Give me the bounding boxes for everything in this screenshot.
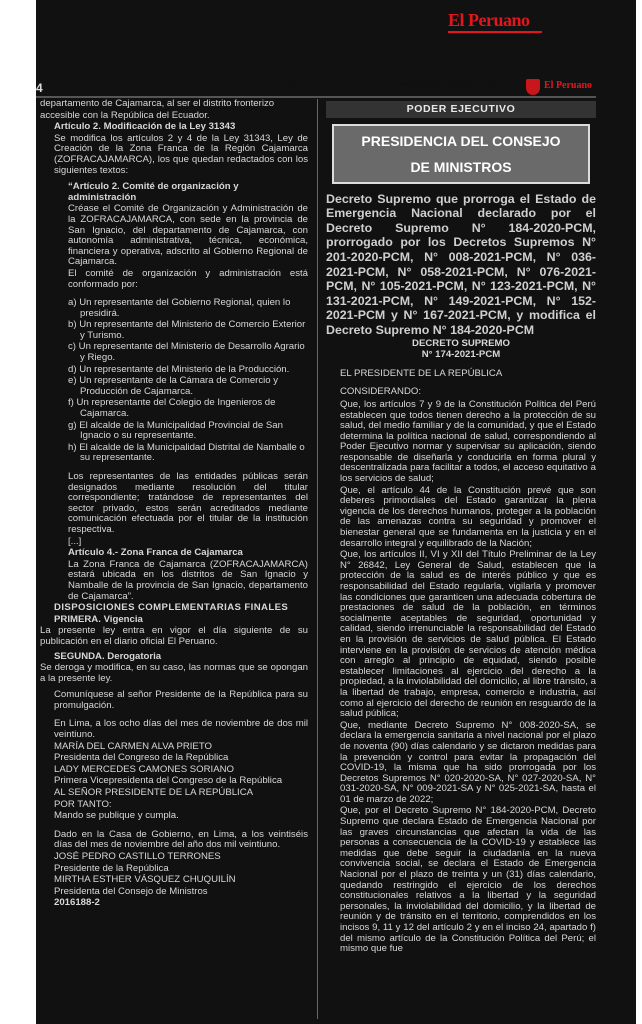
signature-name: MIRTHA ESTHER VÁSQUEZ CHUQUILÍN [54,874,236,886]
list-item: d) Un representante del Ministerio de la Producción. [68,363,290,375]
signature-role: Presidenta del Congreso de la República [54,752,229,764]
final-provisions-heading: DISPOSICIONES COMPLEMENTARIAS FINALES [54,602,289,614]
text-line: accesible con la República del Ecuador. [40,109,210,121]
page-number: 4 [36,81,43,95]
el-peruano-small-logo: El Peruano [544,80,593,91]
decree-title: Decreto Supremo que prorroga el Estado de Emergencia Nacional declarado por el Decreto Supremo N° 184-2020-PCM, prorrogado por los Decretos Supremos N° 201-2020-PCM, N° 008-2021-PCM, N° 036-2021-PCM, N° 058-2021-PCM, N° 076-2021-PCM, N° 105-2021-PCM, N° 123-2021-PCM, N° 131-2021-PCM, N° 149-2021-PCM, N° 152-2021-PCM y N° 167-2021-PCM, y modifica el Decreto Supremo N° 184-2020-PCM [326,191,596,337]
list-item: e) Un representante de la Cámara de Comercio y Producción de Cajamarca. [68,375,279,397]
second-text: Se deroga y modifica, en su caso, las normas que se opongan a la presente ley. [40,662,308,684]
quote-heading: “Artículo 2. Comité de organización y administración [68,181,239,203]
right-column [326,99,596,956]
comuniquese-text: Comuníquese al señor Presidente de la República para su promulgación. [54,689,308,711]
institution-line-2: DE MINISTROS [410,158,512,175]
date-text: En Lima, a los ocho días del mes de noviembre de dos mil veintiuno. [54,718,308,741]
quote-paragraph: El comité de organización y administración está conformado por: [68,267,308,290]
signature-role: Presidenta del Consejo de Ministros [54,885,208,897]
signature-role: Presidente de la República [54,862,169,874]
mando-text: Mando se publique y cumpla. [54,810,179,822]
paragraph: Que, los artículos II, VI y XII del Título Preliminar de la Ley N° 26842, Ley General de Salud, establecen que la protección de la salud es de interés público y que es responsabilidad del Estado regularla, vigilarla y promover las condiciones que garanticen una adecuada cobertura de prestaciones de salud de la población, en términos socialmente aceptables de seguridad, oportunidad y calidad, siendo irrenunciable la responsabilidad del Estado en la provisión de servicios de salud pública. El Estado interviene en la provisión de servicios de atención médica con arreglo al principio de equidad, siendo posible establecer limitaciones al ejercicio del derecho a la propiedad, a la inviolabilidad del domicilio, al libre tránsito, a la libertad de trabajo, empresa, comercio e industria, así como al ejercicio del derecho de reunión en resguardo de la salud pública; [340,549,596,720]
article-2-text: Se modifica los artículos 2 y 4 de la Ley 31343, Ley de Creación de la Zona Franca de la Región Cajamarca (ZOFRACAJAMARCA), los que quedan redactados con los siguientes textos: [54,132,308,176]
paragraph: Que, el artículo 44 de la Constitución prevé que son deberes primordiales del Estado garantizar la plena vigencia de los derechos humanos, proteger a la población de las amenazas contra su seguridad y promover el bienestar general que se fundamenta en la justicia y en el desarrollo integral y equilibrado de la Nación; [340,484,596,549]
list-item: a) Un representante del Gobierno Regional, quien lo presidirá. [68,297,291,319]
dado-text: Dado en la Casa de Gobierno, en Lima, a los veintiséis días del mes de noviembre del año dos mil veintiuno. [54,828,308,851]
signature-name: MARÍA DEL CARMEN ALVA PRIETO [54,740,212,752]
signature-role: Primera Vicepresidenta del Congreso de la República [54,775,283,787]
considerando: CONSIDERANDO: [340,386,422,398]
signature-name: JOSÉ PEDRO CASTILLO TERRONES [54,851,221,862]
paragraph: Que, los artículos 7 y 9 de la Constitución Política del Perú establecen que todos tienen derecho a la protección de su salud, del medio familiar y de la comunidad, y que el Estado determina la política nacional de salud, correspondiendo al Poder Ejecutivo normar y supervisar su aplicación, siendo responsable de diseñarla y conducirla en forma plural y descentralizada para facilitar a todos, el acceso equitativo a los servicios de salud; [340,398,596,485]
list-item: g) El alcalde de la Municipalidad Provincial de San Ignacio o su representante. [68,419,283,442]
text-line: departamento de Cajamarca, al ser el distrito fronterizo [40,98,275,109]
header-date: Domingo 28 de noviembre de 2021 / [393,82,507,89]
decree-heading: DECRETO SUPREMO [412,337,510,349]
addressee: AL SEÑOR PRESIDENTE DE LA REPÚBLICA [54,787,254,799]
document-code: 2016188-2 [54,897,100,909]
first-text: La presente ley entra en vigor el día siguiente de su publicación en el diario oficial El Peruano. [40,625,308,647]
institution-box [332,124,590,184]
institution-line-1: PRESIDENCIA DEL CONSEJO [361,132,561,149]
paragraph: Que, por el Decreto Supremo N° 184-2020-PCM, Decreto Supremo que declara Estado de Emergencia Nacional por las graves circunstancias que afectan la vida de las personas a consecuencia de la COVID-19 y establece las medidas que debe seguir la ciudadanía en la nueva convivencia social, se declara el Estado de Emergencia Nacional por el plazo de treinta y un (31) días calendario, quedando restringido el ejercicio de los derechos constitucionales relativos a la libertad y la seguridad personales, la inviolabilidad del domicilio, y la libertad de reunión y de tránsito en el territorio, comprendidos en los incisos 9, 11 y 12 del artículo 2 y en el inciso 24, apartado f) del mismo artículo de la Constitución Política del Perú; el mismo que fue [340,805,596,955]
article-4-heading: Artículo 4.- Zona Franca de Cajamarca [68,547,243,559]
quote-paragraph: Créase el Comité de Organización y Administración de la ZOFRACAJAMARCA, con sede en la provincia de San Ignacio, del departamento de Cajamarca, con autonomía administrativa, técnica, económica, financiera y operativa, adscrito al Gobierno Regional de Cajamarca. [68,203,308,268]
logo-underline [448,31,542,33]
article-4-text: La Zona Franca de Cajamarca (ZOFRACAJAMARCA) estará ubicada en los distritos de San Ignacio y Namballe de la provincia de San Ignacio, departamento de Cajamarca”. [68,558,308,602]
list-item: h) El alcalde de la Municipalidad Distrital de Namballe o su representante. [68,441,305,464]
second-heading: SEGUNDA. Derogatoria [54,650,162,662]
article-2-heading: Artículo 2. Modificación de la Ley 31343 [54,121,236,133]
section-banner: PODER EJECUTIVO [326,101,596,118]
president-line: EL PRESIDENTE DE LA REPÚBLICA [340,367,503,379]
section-title: NORMAS LEGALES [258,80,376,94]
paragraph: Que, mediante Decreto Supremo N° 008-2020-SA, se declara la emergencia sanitaria a nivel nacional por el plazo de noventa (90) días calendario y se dictaron medidas para la prevención y control para evitar la propagación del COVID-19, la misma que ha sido prorrogada por los Decretos Supremos N° 020-2020-SA, N° 027-2020-SA, N° 031-2020-SA, N° 009-2021-SA y N° 025-2021-SA, hasta el 01 de marzo de 2022; [340,719,596,805]
signature-name: LADY MERCEDES CAMONES SORIANO [54,763,235,775]
first-heading: PRIMERA. Vigencia [54,613,143,625]
por-tanto: POR TANTO: [54,798,112,810]
el-peruano-logo: El Peruano [448,10,530,30]
list-item: f) Un representante del Colegio de Ingenieros de Cajamarca. [68,397,276,420]
quote-paragraph: Los representantes de las entidades públicas serán designados mediante resolución del titular correspondiente; tratándose de representantes del sector privado, estos serán acreditados mediante comunicación efectuada por el titular de la institución respectiva. [68,471,308,535]
list-item: c) Un representante del Ministerio de Desarrollo Agrario y Riego. [68,341,305,364]
coat-of-arms-icon [526,79,540,95]
list-item: b) Un representante del Ministerio de Comercio Exterior y Turismo. [68,319,306,341]
left-column [40,99,308,910]
ellipsis: [...] [68,535,82,547]
decree-number: N° 174-2021-PCM [421,349,501,361]
column-divider [317,99,318,1019]
